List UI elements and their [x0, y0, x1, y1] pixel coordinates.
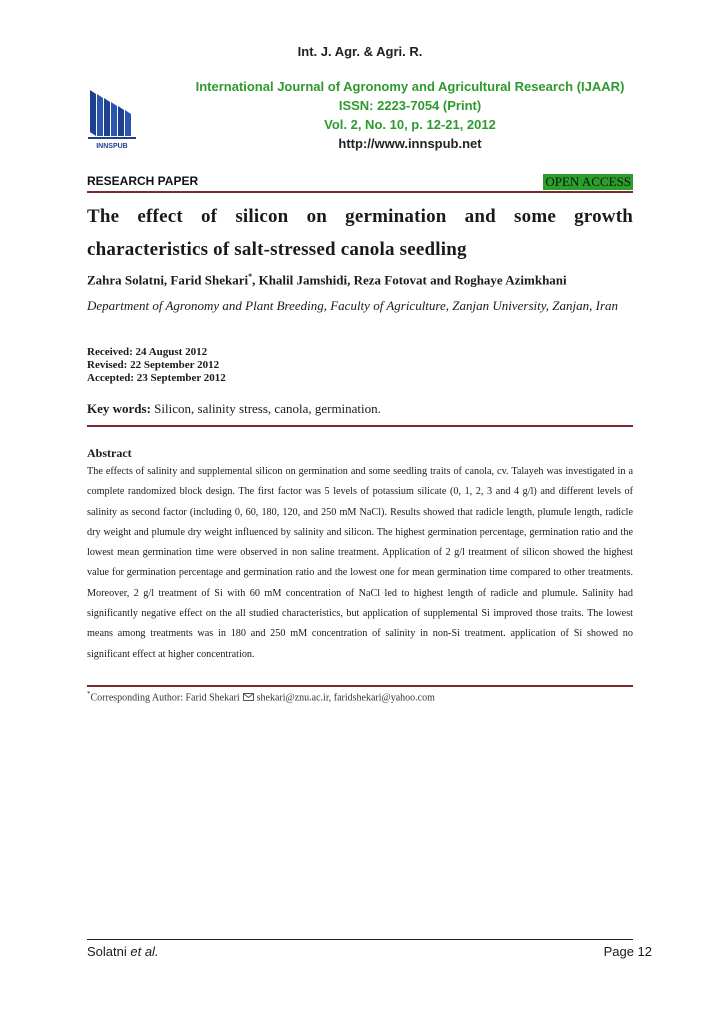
corr-label: Corresponding Author: Farid Shekari: [90, 692, 240, 704]
abstract-body: The effects of salinity and supplemental silicon on germination and some seedling traits of canola, cv. Talayeh was investigated in a complete randomized block design. The first factor was 5 levels of potassium silicate (0, 1, 2, 3 and 4 g/l) and different levels of salinity as second factor (including 0, 60, 180, 120, and 250 mM NaCl). Results showed that radicle length, plumule length, radicle dry weight and plumule dry weight influenced by salinity and silicon. The highest germination percentage, germination ratio and the lowest mean germination time were observed in non saline treatment. Application of 2 g/l treatment of silicon showed the highest value for germination percentage and germination ratio and the lowest one for mean germination time compared to other treatments. Moreover, 2 g/l treatment of Si with 60 mM concentration of NaCl led to highest length of radicle and plumule. Salinity had significantly negative effect on the all studied characteristics, but application of supplemental Si improved those traits. The lowest means among treatments was in 180 and 250 mM concentration of salinity in non-Si treatment. application of Si showed no significant effect at higher concentration.: [87, 466, 633, 660]
journal-url[interactable]: http://www.innspub.net: [338, 136, 482, 151]
footer-etal: et al.: [130, 944, 159, 959]
logo-text: INNSPUB: [96, 143, 128, 150]
journal-name: International Journal of Agronomy and Agricultural Research (IJAAR): [195, 79, 625, 94]
author-list: [87, 272, 633, 288]
corresponding-mark: *: [248, 272, 253, 281]
journal-info: [170, 77, 650, 153]
journal-volume: Vol. 2, No. 10, p. 12-21, 2012: [324, 117, 496, 132]
corr-email[interactable]: shekari@znu.ac.ir, faridshekari@yahoo.com: [256, 692, 435, 704]
journal-issn: ISSN: 2223-7054 (Print): [338, 98, 482, 113]
section-label: RESEARCH PAPER: [87, 174, 199, 188]
date-revised: Revised: 22 September 2012: [87, 359, 220, 371]
affiliation: Department of Agronomy and Plant Breeding, Faculty of Agriculture, Zanjan University, Zanjan, Iran: [87, 298, 619, 313]
running-head: Int. J. Agr. & Agri. R.: [297, 44, 423, 59]
keywords: [87, 401, 381, 417]
footer-author-name: Solatni: [87, 944, 131, 959]
dates: [87, 346, 226, 385]
footer-rule: [87, 939, 633, 940]
paper-title: [87, 200, 633, 266]
section-bar: [87, 174, 633, 193]
corresponding-author: [87, 690, 435, 703]
page-number: Page 12: [603, 944, 652, 959]
authors-before: Zahra Solatni, Farid Shekari: [87, 272, 249, 288]
divider-top: [87, 425, 633, 427]
title-line-1: The effect of silicon on germination and some growth: [87, 206, 633, 227]
authors-after: , Khalil Jamshidi, Reza Fotovat and Roghaye Azimkhani: [252, 272, 567, 288]
footer-author: [87, 944, 159, 959]
corr-mark: *: [87, 690, 91, 698]
book-stack-logo-icon: [88, 88, 138, 152]
keywords-text: Silicon, salinity stress, canola, germination.: [154, 401, 381, 416]
title-line-2: characteristics of salt-stressed canola seedling: [87, 239, 467, 260]
abstract-heading: Abstract: [87, 446, 132, 460]
envelope-icon: [243, 693, 254, 701]
keywords-label: Key words:: [87, 401, 151, 416]
open-access-badge: OPEN ACCESS: [545, 174, 631, 189]
date-accepted: Accepted: 23 September 2012: [87, 372, 226, 384]
divider-bottom: [87, 685, 633, 687]
date-received: Received: 24 August 2012: [87, 346, 208, 358]
